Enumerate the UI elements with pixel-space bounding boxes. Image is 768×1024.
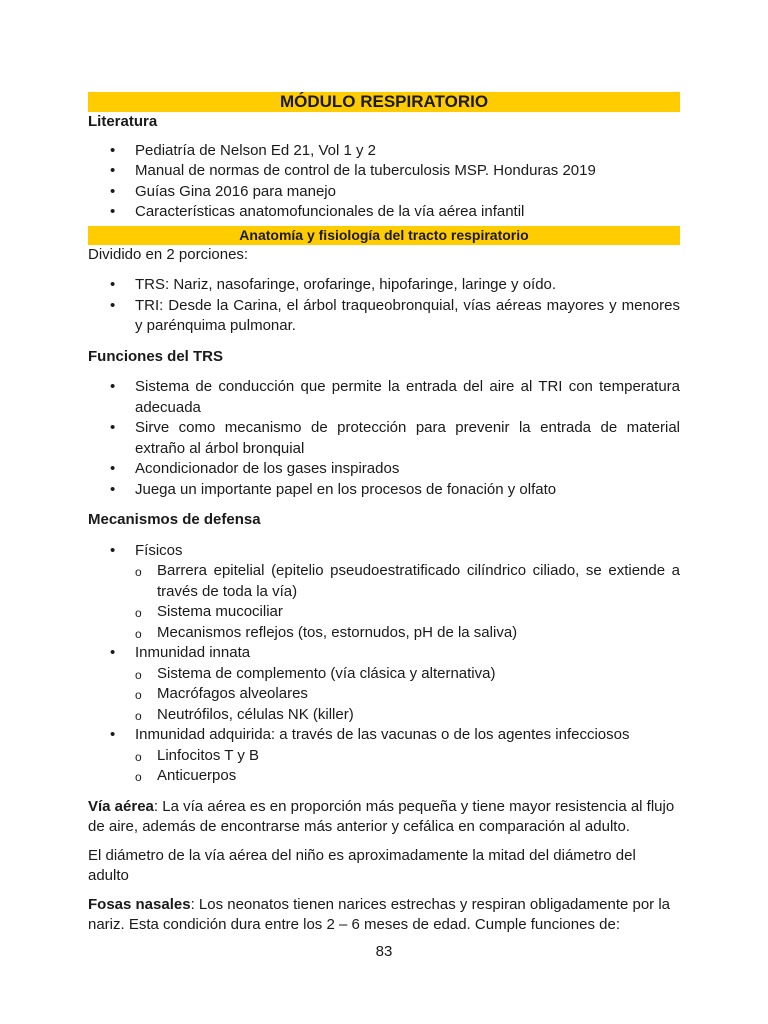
group-label: Físicos: [135, 541, 183, 559]
fosas-text: : Los neonatos tienen narices estrechas y respiran obligadamente por la nariz. Esta condición dura entre los 2 – 6 meses de edad. Cumple funciones de:: [88, 895, 671, 933]
via-aerea-text: : La vía aérea es en proporción más pequeña y tiene mayor resistencia al flujo de aire, además de encontrarse más anterior y cefálica en comparación al adulto.: [88, 797, 675, 835]
fosas-paragraph: [88, 895, 680, 936]
literatura-list: [88, 141, 680, 223]
anatomia-list: [88, 275, 680, 337]
page-content: [88, 92, 680, 936]
list-item: [88, 541, 680, 644]
page-number: 83: [375, 943, 393, 960]
anatomia-banner: Anatomía y fisiología del tracto respiratorio: [88, 226, 680, 245]
defensa-heading: Mecanismos de defensa: [88, 511, 261, 528]
literatura-heading: Literatura: [88, 113, 158, 130]
list-item: • Pediatría de Nelson Ed 21, Vol 1 y 2: [88, 141, 680, 162]
module-title: MÓDULO RESPIRATORIO: [88, 92, 680, 112]
list-item: [88, 643, 680, 725]
sub-item: o Barrera epitelial (epitelio pseudoestratificado cilíndrico ciliado, se extiende a través de toda la vía): [135, 561, 680, 602]
via-aerea-paragraph: [88, 797, 680, 838]
group-label: Inmunidad innata: [135, 644, 251, 661]
list-item: • TRS: Nariz, nasofaringe, orofaringe, hipofaringe, laringe y oído.: [88, 275, 680, 296]
fosas-term: Fosas nasales: [88, 895, 191, 913]
sub-item: o Anticuerpos: [135, 766, 680, 787]
sub-item: o Mecanismos reflejos (tos, estornudos, pH de la saliva): [135, 623, 680, 644]
defensa-list: [88, 541, 680, 787]
via-aerea-term: Vía aérea: [88, 797, 154, 815]
sub-item: o Sistema mucociliar: [135, 602, 680, 623]
list-item: • Juega un importante papel en los procesos de fonación y olfato: [88, 480, 680, 501]
sub-item: o Linfocitos T y B: [135, 746, 680, 767]
sub-list: [135, 664, 680, 726]
sub-list: [135, 746, 680, 787]
funciones-list: [88, 377, 680, 500]
list-item: • Acondicionador de los gases inspirados: [88, 459, 680, 480]
diametro-paragraph: El diámetro de la vía aérea del niño es aproximadamente la mitad del diámetro del adulto: [88, 846, 636, 884]
list-item: [88, 725, 680, 787]
sub-item: o Sistema de complemento (vía clásica y alternativa): [135, 664, 680, 685]
funciones-heading: Funciones del TRS: [88, 347, 224, 365]
list-item: • Guías Gina 2016 para manejo: [88, 182, 680, 203]
list-item: • Manual de normas de control de la tuberculosis MSP. Honduras 2019: [88, 161, 680, 182]
anatomia-intro: Dividido en 2 porciones:: [88, 245, 249, 263]
list-item: • TRI: Desde la Carina, el árbol traqueobronquial, vías aéreas mayores y menores y parénquima pulmonar.: [88, 296, 680, 337]
sub-list: [135, 561, 680, 643]
group-label: Inmunidad adquirida: a través de las vacunas o de los agentes infecciosos: [135, 726, 630, 743]
sub-item: o Neutrófilos, células NK (killer): [135, 705, 680, 726]
list-item: • Características anatomofuncionales de la vía aérea infantil: [88, 202, 680, 223]
list-item: • Sistema de conducción que permite la entrada del aire al TRI con temperatura adecuada: [88, 377, 680, 418]
list-item: • Sirve como mecanismo de protección para prevenir la entrada de material extraño al árbol bronquial: [88, 418, 680, 459]
sub-item: o Macrófagos alveolares: [135, 684, 680, 705]
